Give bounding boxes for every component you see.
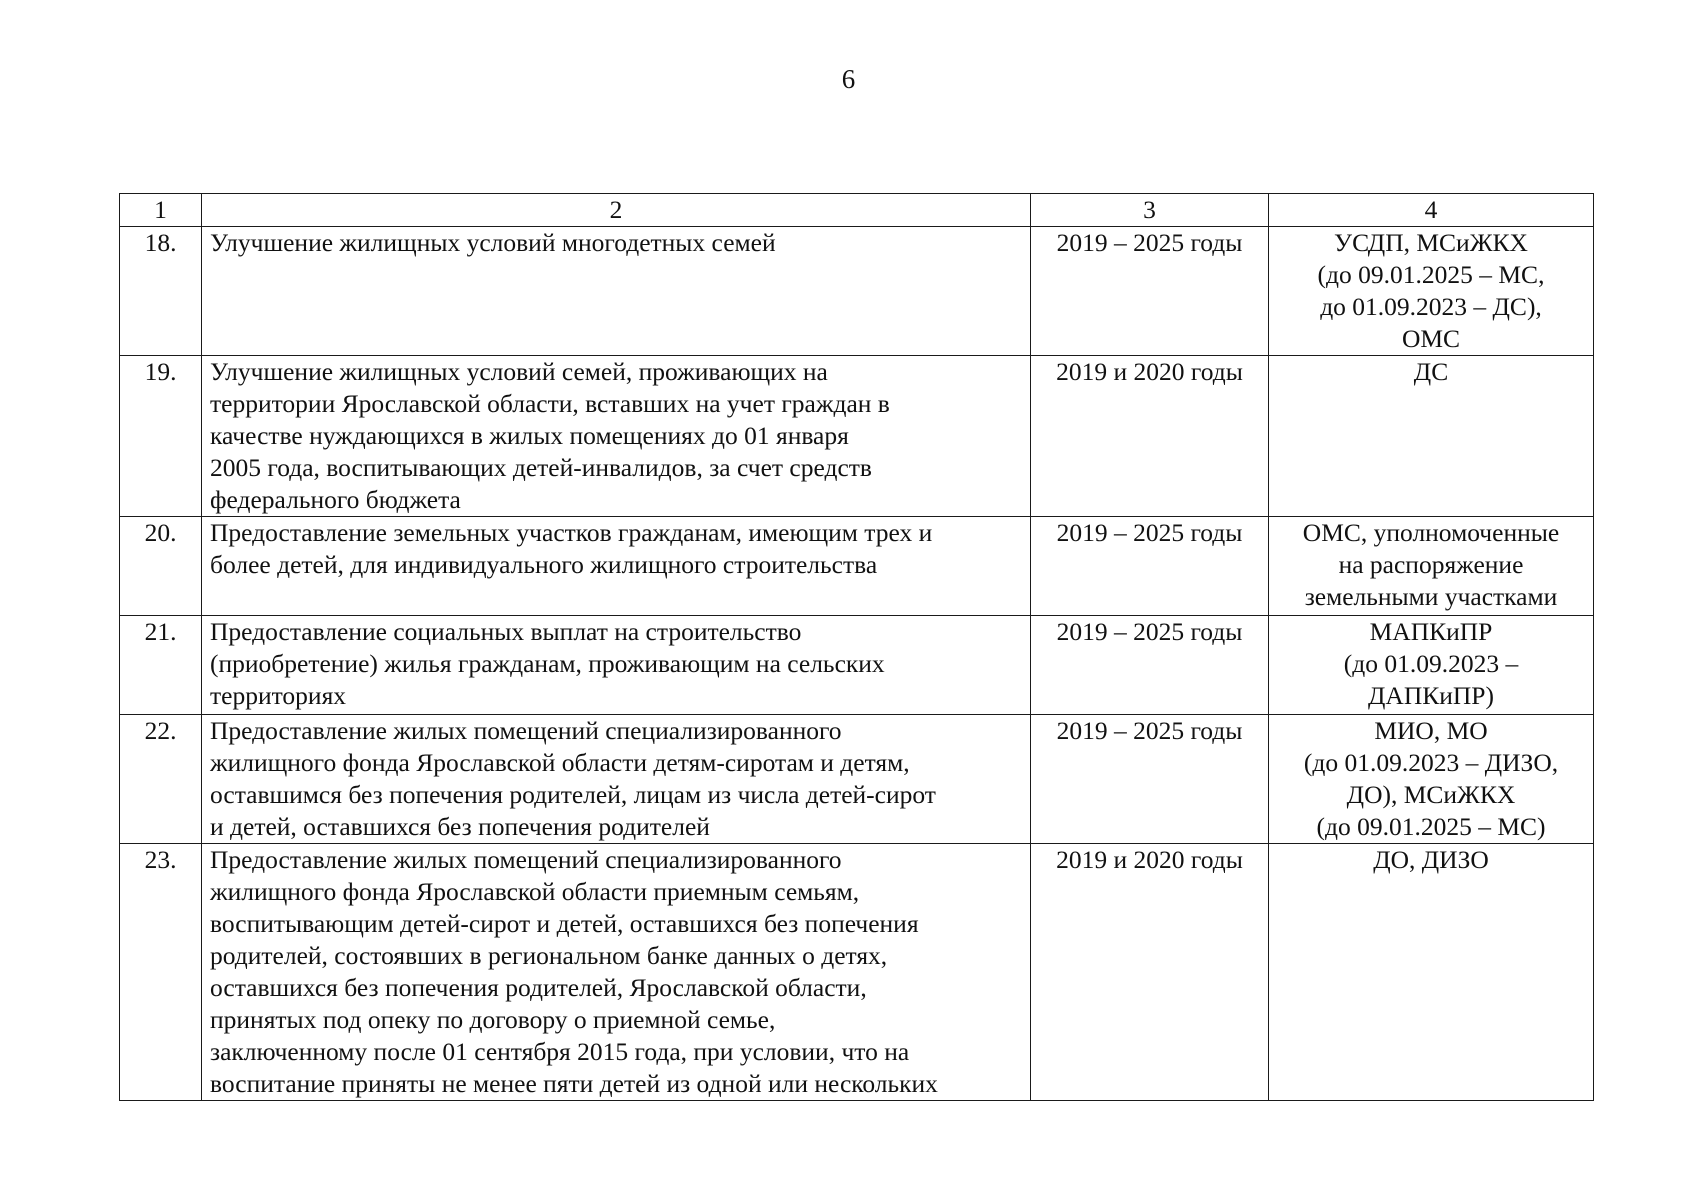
responsible-executors: ДС xyxy=(1269,356,1594,517)
implementation-period: 2019 – 2025 годы xyxy=(1031,616,1269,715)
row-number: 21. xyxy=(120,616,202,715)
column-number-4: 4 xyxy=(1269,194,1594,227)
table-row xyxy=(120,227,1594,356)
row-number: 22. xyxy=(120,715,202,844)
row-number: 23. xyxy=(120,844,202,1101)
measure-name: Предоставление жилых помещений специализированного жилищного фонда Ярославской области приемным семьям, воспитывающим детей-сирот и детей, оставшихся без попечения родителей, состоявших в региональном банке данных о детях, оставшихся без попечения родителей, Ярославской области, принятых под опеку по договору о приемной семье, заключенному после 01 сентября 2015 года, при условии, что на воспитание приняты не менее пяти детей из одной или нескольких xyxy=(202,844,1031,1101)
page-number: 6 xyxy=(841,64,856,94)
implementation-period: 2019 и 2020 годы xyxy=(1031,356,1269,517)
implementation-period: 2019 – 2025 годы xyxy=(1031,715,1269,844)
column-number-3: 3 xyxy=(1031,194,1269,227)
responsible-executors: МИО, МО (до 01.09.2023 – ДИЗО, ДО), МСиЖКХ (до 09.01.2025 – МС) xyxy=(1269,715,1594,844)
table-row xyxy=(120,844,1594,1101)
column-number-2: 2 xyxy=(202,194,1031,227)
measure-name: Предоставление земельных участков гражданам, имеющим трех и более детей, для индивидуального жилищного строительства xyxy=(202,517,1031,616)
row-number: 18. xyxy=(120,227,202,356)
measure-name: Предоставление жилых помещений специализированного жилищного фонда Ярославской области детям-сиротам и детям, оставшимся без попечения родителей, лицам из числа детей-сирот и детей, оставшихся без попечения родителей xyxy=(202,715,1031,844)
measure-name: Улучшение жилищных условий многодетных семей xyxy=(202,227,1031,356)
responsible-executors: МАПКиПР (до 01.09.2023 – ДАПКиПР) xyxy=(1269,616,1594,715)
responsible-executors: УСДП, МСиЖКХ (до 09.01.2025 – МС, до 01.09.2023 – ДС), ОМС xyxy=(1269,227,1594,356)
measure-name: Предоставление социальных выплат на строительство (приобретение) жилья гражданам, проживающим на сельских территориях xyxy=(202,616,1031,715)
measures-table xyxy=(119,193,1594,1101)
row-number: 19. xyxy=(120,356,202,517)
row-number: 20. xyxy=(120,517,202,616)
table-header-row xyxy=(120,194,1594,227)
responsible-executors: ОМС, уполномоченные на распоряжение земельными участками xyxy=(1269,517,1594,616)
responsible-executors: ДО, ДИЗО xyxy=(1269,844,1594,1101)
implementation-period: 2019 – 2025 годы xyxy=(1031,517,1269,616)
implementation-period: 2019 и 2020 годы xyxy=(1031,844,1269,1101)
measure-name: Улучшение жилищных условий семей, проживающих на территории Ярославской области, вставших на учет граждан в качестве нуждающихся в жилых помещениях до 01 января 2005 года, воспитывающих детей-инвалидов, за счет средств федерального бюджета xyxy=(202,356,1031,517)
table-row xyxy=(120,517,1594,616)
table-row xyxy=(120,616,1594,715)
implementation-period: 2019 – 2025 годы xyxy=(1031,227,1269,356)
column-number-1: 1 xyxy=(120,194,202,227)
table-row xyxy=(120,715,1594,844)
table-row xyxy=(120,356,1594,517)
